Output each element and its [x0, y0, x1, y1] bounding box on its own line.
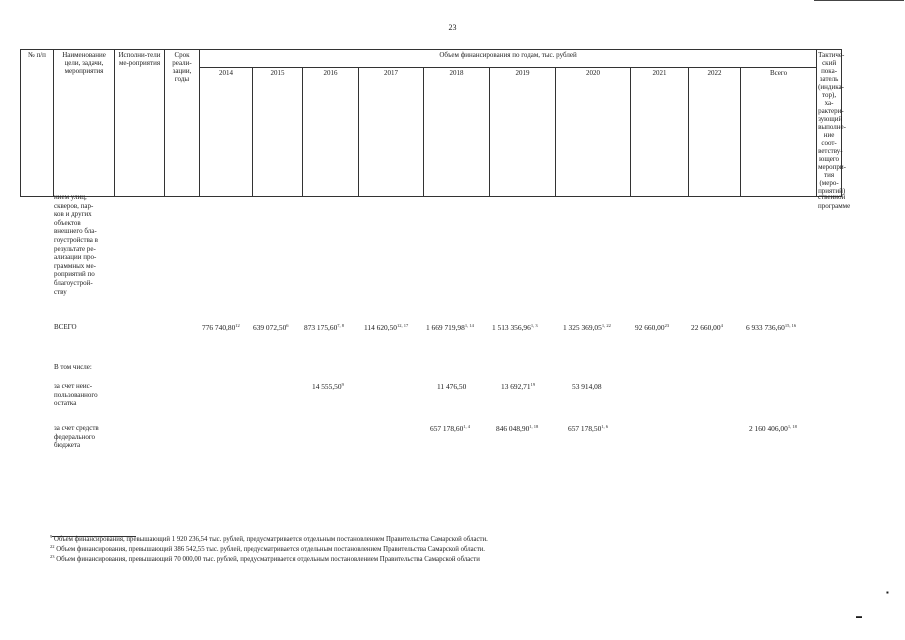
- federal-2019-value: 846 048,90$^{1, 18}$: [496, 424, 539, 433]
- total-row-label: ВСЕГО: [54, 323, 77, 331]
- year-2016-header: 2016: [303, 67, 359, 196]
- col-term-header: Срок реали-зации, годы: [165, 50, 200, 197]
- total-2017-value: 114 620,50$^{12, 17}$: [364, 323, 409, 332]
- federal-all-years-value: 2 160 406,00$^{1, 18}$: [749, 424, 797, 433]
- col-funding-header: Объем финансирования по годам, тыс. рублей: [200, 50, 817, 68]
- total-2014-value: 776 740,80$^{12}$: [202, 323, 240, 332]
- scan-mark: ▪: [886, 588, 889, 597]
- unused-2020-value: 53 914,08: [572, 382, 602, 391]
- federal-budget-label: за счет средств федерального бюджета: [54, 424, 99, 450]
- col-indicator-header: Тактиче-ский пока-затель (индика-тор), ха-рактери-зующий выполне-ние соот-ветству-ющего меропри-тия (меро-приятий): [818, 51, 846, 195]
- year-2021-header: 2021: [631, 67, 689, 196]
- total-2022-value: 22 660,00$^4$: [691, 323, 723, 332]
- year-2014-header: 2014: [200, 67, 253, 196]
- total-2020-value: 1 325 369,05$^{1, 22}$: [563, 323, 611, 332]
- total-2016-value: 873 175,60$^{7, 8}$: [304, 323, 345, 332]
- unused-balance-label: за счет неис- пользованного остатка: [54, 382, 98, 408]
- col-number-header: № п/п: [21, 50, 54, 197]
- total-all-years-value: 6 933 736,60$^{15, 16}$: [746, 323, 797, 332]
- year-2020-header: 2020: [556, 67, 631, 196]
- col-name-header: Наименование цели, задачи, мероприятия: [54, 50, 115, 197]
- unused-2016-value: 14 555,50$^9$: [312, 382, 344, 391]
- unused-2019-value: 13 692,71$^{19}$: [501, 382, 536, 391]
- year-2022-header: 2022: [689, 67, 741, 196]
- footnote-22: $^{22}$ Объем финансирования, превышающий 386 542,55 тыс. рублей, предусматривается отдельным постановлением Правительства Самарской области.: [50, 544, 486, 553]
- continued-measure-name: нием улиц, скверов, пар- ков и других объектов внешнего бла- гоустройства в результате ре- ализации про- граммных ме- роприятий по благоустрой- ству: [54, 193, 98, 296]
- total-2021-value: 92 660,00$^{23}$: [635, 323, 670, 332]
- total-header: Всего: [741, 67, 817, 196]
- total-2018-value: 1 669 719,98$^{1, 14}$: [426, 323, 474, 332]
- total-2019-value: 1 513 356,96$^{1, 3}$: [492, 323, 538, 332]
- continued-indicator-text: ственной программе: [818, 193, 851, 210]
- col-executors-header: Исполни-тели ме-роприятия: [115, 50, 165, 197]
- scan-mark-small: ▬: [856, 614, 862, 620]
- total-2015-value: 639 072,50$^6$: [253, 323, 289, 332]
- page-number: 23: [448, 23, 457, 32]
- footnote-23: $^{23}$ Объем финансирования, превышающий 70 000,00 тыс. рублей, предусматривается отдельным постановлением Правительства Самарской области: [50, 554, 480, 563]
- federal-2020-value: 657 178,50$^{1, 6}$: [568, 424, 609, 433]
- funding-table-header: [20, 49, 846, 197]
- footnote-9: $^9$ Объем финансирования, превышающий 1 920 236,54 тыс. рублей, предусматривается отдельным постановлением Правительства Самарской области.: [50, 534, 488, 543]
- year-2017-header: 2017: [359, 67, 424, 196]
- year-2019-header: 2019: [490, 67, 556, 196]
- unused-2018-value: 11 476,50: [437, 382, 467, 391]
- federal-2018-value: 657 178,60$^{1, 4}$: [430, 424, 471, 433]
- year-2015-header: 2015: [253, 67, 303, 196]
- year-2018-header: 2018: [424, 67, 490, 196]
- top-edge-line: [814, 0, 904, 1]
- including-label: В том числе:: [54, 363, 92, 371]
